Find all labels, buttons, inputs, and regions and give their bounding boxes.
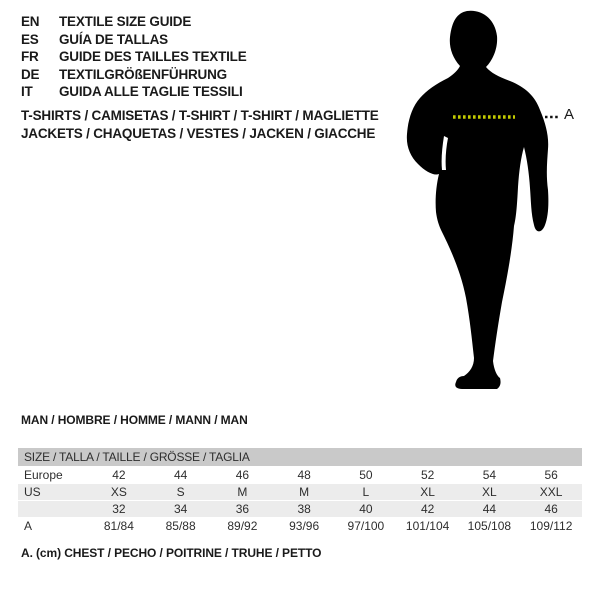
size-cell: 89/92 — [212, 518, 274, 535]
size-cell: 109/112 — [520, 518, 582, 535]
size-cell: 48 — [273, 467, 335, 484]
size-cell: 40 — [335, 501, 397, 518]
size-cell: M — [273, 484, 335, 501]
list-item — [21, 66, 247, 84]
size-cell: 56 — [520, 467, 582, 484]
guide-title: GUIDE DES TAILLES TEXTILE — [59, 49, 247, 64]
list-item — [21, 13, 247, 31]
category-jackets: JACKETS / CHAQUETAS / VESTES / JACKEN / GIACCHE — [21, 126, 376, 141]
table-row-us — [18, 484, 582, 501]
size-cell: 34 — [150, 501, 212, 518]
table-row-chest-cm — [18, 518, 582, 535]
size-cell: S — [150, 484, 212, 501]
language-code: EN — [21, 14, 40, 29]
size-cell: 101/104 — [397, 518, 459, 535]
size-cell: 46 — [520, 501, 582, 518]
row-label: US — [18, 484, 88, 501]
size-cell: 44 — [150, 467, 212, 484]
man-silhouette-figure — [398, 10, 570, 402]
table-row-us-numeric — [18, 501, 582, 518]
size-cell: 93/96 — [273, 518, 335, 535]
size-cell: 105/108 — [459, 518, 521, 535]
size-cell: 42 — [397, 501, 459, 518]
guide-title: TEXTILE SIZE GUIDE — [59, 14, 192, 29]
size-cell: XS — [88, 484, 150, 501]
section-title-man: MAN / HOMBRE / HOMME / MANN / MAN — [21, 413, 248, 427]
size-cell: M — [212, 484, 274, 501]
size-cell: 44 — [459, 501, 521, 518]
size-cell: 54 — [459, 467, 521, 484]
list-item — [21, 83, 247, 101]
list-item — [21, 48, 247, 66]
size-cell: 97/100 — [335, 518, 397, 535]
size-cell: 50 — [335, 467, 397, 484]
guide-title: GUIDA ALLE TAGLIE TESSILI — [59, 84, 243, 99]
size-cell: 81/84 — [88, 518, 150, 535]
measure-label-a: A — [564, 106, 575, 123]
size-table-header — [18, 448, 582, 466]
size-cell: 36 — [212, 501, 274, 518]
language-code: DE — [21, 66, 40, 82]
guide-title: TEXTILGRÖßENFÜHRUNG — [59, 66, 227, 82]
size-cell: 38 — [273, 501, 335, 518]
size-cell: XXL — [520, 484, 582, 501]
guide-title: GUÍA DE TALLAS — [59, 31, 168, 47]
size-cell: XL — [397, 484, 459, 501]
size-cell: XL — [459, 484, 521, 501]
language-code: IT — [21, 84, 33, 99]
size-cell: 46 — [212, 467, 274, 484]
row-label: A — [18, 518, 88, 535]
size-table-header-label: SIZE / TALLA / TAILLE / GRÖSSE / TAGLIA — [24, 450, 250, 464]
list-item — [21, 31, 247, 49]
garment-categories — [21, 107, 379, 143]
size-cell: 32 — [88, 501, 150, 518]
size-cell: 42 — [88, 467, 150, 484]
size-cell: 52 — [397, 467, 459, 484]
language-code: ES — [21, 31, 39, 47]
size-cell: 85/88 — [150, 518, 212, 535]
language-title-list — [21, 13, 247, 101]
size-cell: L — [335, 484, 397, 501]
table-row-europe — [18, 467, 582, 484]
row-label — [18, 501, 88, 518]
man-silhouette-drawing — [398, 10, 570, 402]
language-code: FR — [21, 49, 39, 64]
size-table — [18, 448, 582, 535]
category-tshirts: T-SHIRTS / CAMISETAS / T-SHIRT / T-SHIRT / MAGLIETTE — [21, 108, 379, 123]
measure-footnote: A. (cm) CHEST / PECHO / POITRINE / TRUHE / PETTO — [21, 546, 322, 560]
row-label: Europe — [18, 467, 88, 484]
